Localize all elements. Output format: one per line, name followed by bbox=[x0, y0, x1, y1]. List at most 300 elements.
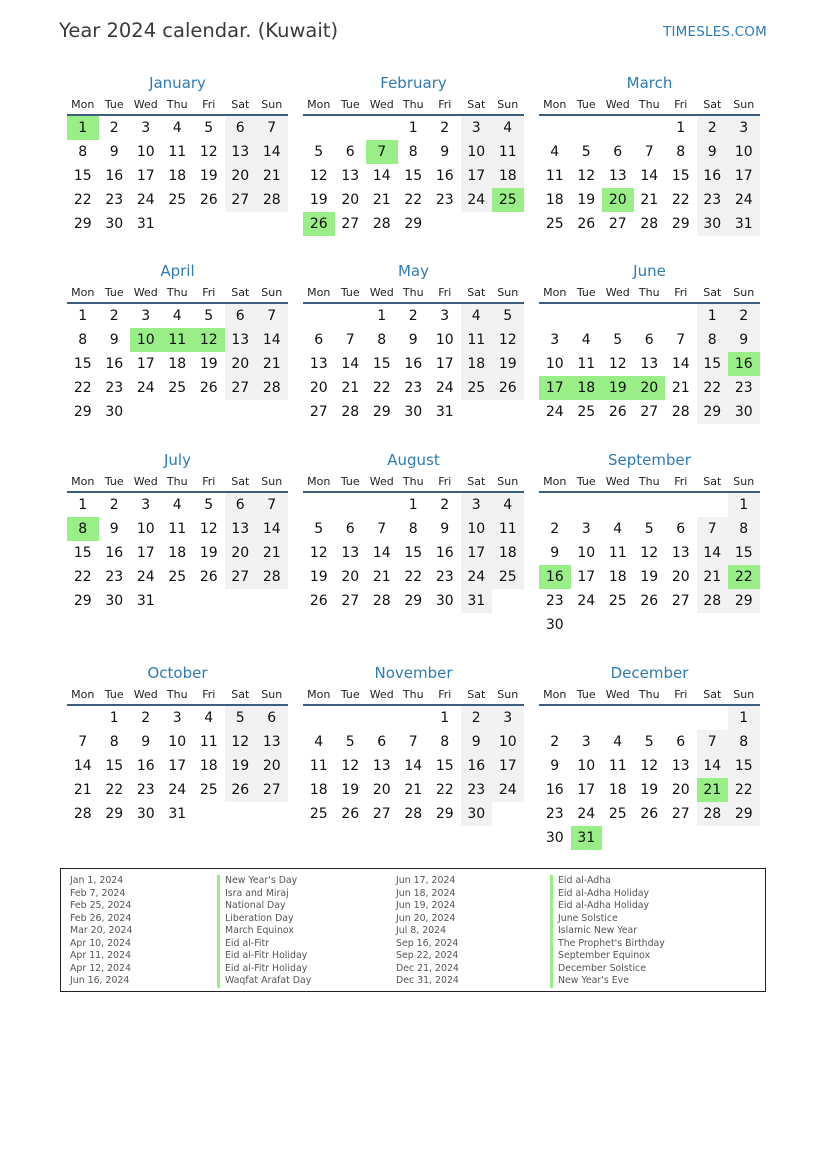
day-cell[interactable]: 22 bbox=[671, 192, 690, 208]
day-cell[interactable]: 10 bbox=[435, 332, 454, 348]
day-cell[interactable]: 28 bbox=[404, 806, 423, 822]
day-cell[interactable]: 13 bbox=[608, 168, 627, 184]
day-cell[interactable]: 25 bbox=[492, 565, 524, 589]
day-cell[interactable]: 17 bbox=[577, 569, 596, 585]
day-cell[interactable]: 25 bbox=[168, 569, 187, 585]
day-cell[interactable]: 7 bbox=[345, 332, 355, 348]
day-cell[interactable]: 4 bbox=[461, 304, 493, 328]
day-cell[interactable]: 24 bbox=[136, 380, 155, 396]
day-cell[interactable]: 30 bbox=[545, 617, 564, 633]
day-cell[interactable]: 28 bbox=[256, 376, 288, 400]
day-cell[interactable]: 13 bbox=[640, 356, 659, 372]
day-cell[interactable]: 17 bbox=[728, 164, 760, 188]
holiday-day-cell[interactable]: 31 bbox=[571, 826, 603, 850]
day-cell[interactable]: 22 bbox=[435, 782, 454, 798]
day-cell[interactable]: 17 bbox=[492, 754, 524, 778]
day-cell[interactable]: 12 bbox=[640, 758, 659, 774]
day-cell[interactable]: 19 bbox=[577, 192, 596, 208]
day-cell[interactable]: 24 bbox=[168, 782, 187, 798]
holiday-day-cell[interactable]: 12 bbox=[193, 328, 225, 352]
day-cell[interactable]: 18 bbox=[608, 569, 627, 585]
day-cell[interactable]: 26 bbox=[341, 806, 360, 822]
day-cell[interactable]: 27 bbox=[256, 778, 288, 802]
holiday-day-cell[interactable]: 20 bbox=[602, 188, 634, 212]
day-cell[interactable]: 2 bbox=[141, 710, 151, 726]
day-cell[interactable]: 29 bbox=[728, 589, 760, 613]
day-cell[interactable]: 13 bbox=[671, 545, 690, 561]
day-cell[interactable]: 3 bbox=[461, 116, 493, 140]
day-cell[interactable]: 16 bbox=[545, 782, 564, 798]
day-cell[interactable]: 5 bbox=[644, 521, 654, 537]
day-cell[interactable]: 9 bbox=[109, 332, 119, 348]
day-cell[interactable]: 22 bbox=[728, 778, 760, 802]
day-cell[interactable]: 8 bbox=[440, 734, 450, 750]
day-cell[interactable]: 19 bbox=[199, 168, 218, 184]
day-cell[interactable]: 19 bbox=[640, 569, 659, 585]
day-cell[interactable]: 13 bbox=[225, 517, 257, 541]
day-cell[interactable]: 29 bbox=[697, 400, 729, 424]
day-cell[interactable]: 9 bbox=[440, 144, 450, 160]
day-cell[interactable]: 3 bbox=[492, 706, 524, 730]
day-cell[interactable]: 1 bbox=[697, 304, 729, 328]
day-cell[interactable]: 12 bbox=[492, 328, 524, 352]
day-cell[interactable]: 4 bbox=[581, 332, 591, 348]
day-cell[interactable]: 22 bbox=[697, 376, 729, 400]
day-cell[interactable]: 26 bbox=[309, 593, 328, 609]
day-cell[interactable]: 21 bbox=[372, 569, 391, 585]
day-cell[interactable]: 1 bbox=[78, 497, 88, 513]
day-cell[interactable]: 1 bbox=[377, 308, 387, 324]
day-cell[interactable]: 20 bbox=[309, 380, 328, 396]
day-cell[interactable]: 4 bbox=[613, 521, 623, 537]
day-cell[interactable]: 19 bbox=[199, 356, 218, 372]
day-cell[interactable]: 23 bbox=[697, 188, 729, 212]
day-cell[interactable]: 9 bbox=[461, 730, 493, 754]
day-cell[interactable]: 23 bbox=[728, 376, 760, 400]
day-cell[interactable]: 17 bbox=[136, 168, 155, 184]
day-cell[interactable]: 24 bbox=[136, 192, 155, 208]
day-cell[interactable]: 16 bbox=[697, 164, 729, 188]
day-cell[interactable]: 29 bbox=[435, 806, 454, 822]
day-cell[interactable]: 9 bbox=[109, 521, 119, 537]
day-cell[interactable]: 27 bbox=[608, 216, 627, 232]
day-cell[interactable]: 21 bbox=[697, 565, 729, 589]
day-cell[interactable]: 14 bbox=[256, 140, 288, 164]
day-cell[interactable]: 11 bbox=[577, 356, 596, 372]
day-cell[interactable]: 15 bbox=[404, 168, 423, 184]
day-cell[interactable]: 22 bbox=[73, 380, 92, 396]
day-cell[interactable]: 9 bbox=[440, 521, 450, 537]
day-cell[interactable]: 14 bbox=[73, 758, 92, 774]
day-cell[interactable]: 21 bbox=[256, 541, 288, 565]
day-cell[interactable]: 24 bbox=[136, 569, 155, 585]
day-cell[interactable]: 5 bbox=[345, 734, 355, 750]
day-cell[interactable]: 20 bbox=[341, 569, 360, 585]
day-cell[interactable]: 9 bbox=[697, 140, 729, 164]
day-cell[interactable]: 27 bbox=[309, 404, 328, 420]
day-cell[interactable]: 29 bbox=[105, 806, 124, 822]
day-cell[interactable]: 19 bbox=[492, 352, 524, 376]
day-cell[interactable]: 28 bbox=[256, 188, 288, 212]
day-cell[interactable]: 6 bbox=[676, 521, 686, 537]
day-cell[interactable]: 5 bbox=[492, 304, 524, 328]
day-cell[interactable]: 26 bbox=[492, 376, 524, 400]
day-cell[interactable]: 21 bbox=[404, 782, 423, 798]
day-cell[interactable]: 3 bbox=[141, 120, 151, 136]
day-cell[interactable]: 30 bbox=[136, 806, 155, 822]
day-cell[interactable]: 21 bbox=[341, 380, 360, 396]
day-cell[interactable]: 8 bbox=[78, 144, 88, 160]
day-cell[interactable]: 7 bbox=[256, 493, 288, 517]
day-cell[interactable]: 1 bbox=[728, 493, 760, 517]
day-cell[interactable]: 29 bbox=[73, 593, 92, 609]
day-cell[interactable]: 11 bbox=[608, 545, 627, 561]
day-cell[interactable]: 15 bbox=[671, 168, 690, 184]
day-cell[interactable]: 16 bbox=[136, 758, 155, 774]
day-cell[interactable]: 18 bbox=[168, 545, 187, 561]
day-cell[interactable]: 6 bbox=[225, 116, 257, 140]
day-cell[interactable]: 12 bbox=[577, 168, 596, 184]
day-cell[interactable]: 16 bbox=[404, 356, 423, 372]
day-cell[interactable]: 30 bbox=[697, 212, 729, 236]
day-cell[interactable]: 28 bbox=[341, 404, 360, 420]
day-cell[interactable]: 8 bbox=[78, 332, 88, 348]
day-cell[interactable]: 12 bbox=[309, 545, 328, 561]
day-cell[interactable]: 27 bbox=[372, 806, 391, 822]
day-cell[interactable]: 2 bbox=[109, 497, 119, 513]
day-cell[interactable]: 20 bbox=[671, 782, 690, 798]
day-cell[interactable]: 23 bbox=[404, 380, 423, 396]
day-cell[interactable]: 18 bbox=[461, 352, 493, 376]
day-cell[interactable]: 28 bbox=[697, 802, 729, 826]
day-cell[interactable]: 17 bbox=[577, 782, 596, 798]
day-cell[interactable]: 4 bbox=[492, 116, 524, 140]
day-cell[interactable]: 15 bbox=[404, 545, 423, 561]
day-cell[interactable]: 7 bbox=[697, 517, 729, 541]
day-cell[interactable]: 27 bbox=[225, 188, 257, 212]
day-cell[interactable]: 10 bbox=[577, 545, 596, 561]
day-cell[interactable]: 31 bbox=[435, 404, 454, 420]
day-cell[interactable]: 1 bbox=[109, 710, 119, 726]
day-cell[interactable]: 21 bbox=[671, 380, 690, 396]
day-cell[interactable]: 8 bbox=[728, 517, 760, 541]
day-cell[interactable]: 6 bbox=[225, 493, 257, 517]
day-cell[interactable]: 14 bbox=[372, 168, 391, 184]
holiday-day-cell[interactable]: 10 bbox=[130, 328, 162, 352]
day-cell[interactable]: 12 bbox=[199, 144, 218, 160]
day-cell[interactable]: 6 bbox=[345, 144, 355, 160]
holiday-day-cell[interactable]: 18 bbox=[571, 376, 603, 400]
day-cell[interactable]: 24 bbox=[435, 380, 454, 396]
day-cell[interactable]: 1 bbox=[408, 120, 418, 136]
day-cell[interactable]: 14 bbox=[640, 168, 659, 184]
day-cell[interactable]: 28 bbox=[256, 565, 288, 589]
holiday-day-cell[interactable]: 16 bbox=[539, 565, 571, 589]
day-cell[interactable]: 11 bbox=[492, 517, 524, 541]
day-cell[interactable]: 8 bbox=[728, 730, 760, 754]
day-cell[interactable]: 23 bbox=[105, 569, 124, 585]
day-cell[interactable]: 29 bbox=[404, 216, 423, 232]
day-cell[interactable]: 28 bbox=[73, 806, 92, 822]
day-cell[interactable]: 27 bbox=[640, 404, 659, 420]
day-cell[interactable]: 30 bbox=[728, 400, 760, 424]
day-cell[interactable]: 5 bbox=[644, 734, 654, 750]
day-cell[interactable]: 3 bbox=[581, 734, 591, 750]
day-cell[interactable]: 2 bbox=[697, 116, 729, 140]
day-cell[interactable]: 12 bbox=[309, 168, 328, 184]
day-cell[interactable]: 25 bbox=[168, 192, 187, 208]
day-cell[interactable]: 5 bbox=[314, 521, 324, 537]
day-cell[interactable]: 3 bbox=[461, 493, 493, 517]
day-cell[interactable]: 10 bbox=[461, 517, 493, 541]
day-cell[interactable]: 13 bbox=[256, 730, 288, 754]
day-cell[interactable]: 25 bbox=[461, 376, 493, 400]
day-cell[interactable]: 23 bbox=[461, 778, 493, 802]
holiday-day-cell[interactable]: 20 bbox=[634, 376, 666, 400]
day-cell[interactable]: 13 bbox=[225, 328, 257, 352]
day-cell[interactable]: 13 bbox=[309, 356, 328, 372]
day-cell[interactable]: 28 bbox=[372, 216, 391, 232]
day-cell[interactable]: 27 bbox=[341, 593, 360, 609]
day-cell[interactable]: 23 bbox=[105, 380, 124, 396]
day-cell[interactable]: 20 bbox=[341, 192, 360, 208]
holiday-day-cell[interactable]: 17 bbox=[539, 376, 571, 400]
day-cell[interactable]: 21 bbox=[73, 782, 92, 798]
day-cell[interactable]: 10 bbox=[136, 521, 155, 537]
day-cell[interactable]: 22 bbox=[105, 782, 124, 798]
day-cell[interactable]: 12 bbox=[341, 758, 360, 774]
day-cell[interactable]: 10 bbox=[545, 356, 564, 372]
day-cell[interactable]: 29 bbox=[404, 593, 423, 609]
day-cell[interactable]: 30 bbox=[105, 593, 124, 609]
day-cell[interactable]: 5 bbox=[581, 144, 591, 160]
day-cell[interactable]: 10 bbox=[168, 734, 187, 750]
day-cell[interactable]: 25 bbox=[577, 404, 596, 420]
day-cell[interactable]: 31 bbox=[136, 593, 155, 609]
day-cell[interactable]: 24 bbox=[492, 778, 524, 802]
day-cell[interactable]: 10 bbox=[461, 140, 493, 164]
day-cell[interactable]: 11 bbox=[492, 140, 524, 164]
day-cell[interactable]: 14 bbox=[697, 754, 729, 778]
day-cell[interactable]: 13 bbox=[671, 758, 690, 774]
day-cell[interactable]: 6 bbox=[613, 144, 623, 160]
holiday-day-cell[interactable]: 21 bbox=[697, 778, 729, 802]
day-cell[interactable]: 13 bbox=[341, 168, 360, 184]
day-cell[interactable]: 25 bbox=[309, 806, 328, 822]
day-cell[interactable]: 25 bbox=[199, 782, 218, 798]
day-cell[interactable]: 3 bbox=[172, 710, 182, 726]
day-cell[interactable]: 15 bbox=[73, 545, 92, 561]
day-cell[interactable]: 2 bbox=[461, 706, 493, 730]
day-cell[interactable]: 30 bbox=[435, 593, 454, 609]
day-cell[interactable]: 25 bbox=[545, 216, 564, 232]
day-cell[interactable]: 31 bbox=[728, 212, 760, 236]
day-cell[interactable]: 3 bbox=[550, 332, 560, 348]
day-cell[interactable]: 7 bbox=[408, 734, 418, 750]
day-cell[interactable]: 22 bbox=[372, 380, 391, 396]
day-cell[interactable]: 29 bbox=[73, 404, 92, 420]
day-cell[interactable]: 3 bbox=[728, 116, 760, 140]
day-cell[interactable]: 5 bbox=[204, 120, 214, 136]
day-cell[interactable]: 18 bbox=[309, 782, 328, 798]
day-cell[interactable]: 26 bbox=[640, 593, 659, 609]
day-cell[interactable]: 23 bbox=[435, 192, 454, 208]
day-cell[interactable]: 18 bbox=[168, 356, 187, 372]
day-cell[interactable]: 29 bbox=[728, 802, 760, 826]
day-cell[interactable]: 4 bbox=[172, 308, 182, 324]
day-cell[interactable]: 10 bbox=[492, 730, 524, 754]
day-cell[interactable]: 12 bbox=[640, 545, 659, 561]
day-cell[interactable]: 2 bbox=[550, 734, 560, 750]
day-cell[interactable]: 18 bbox=[168, 168, 187, 184]
day-cell[interactable]: 5 bbox=[613, 332, 623, 348]
day-cell[interactable]: 10 bbox=[136, 144, 155, 160]
day-cell[interactable]: 15 bbox=[372, 356, 391, 372]
day-cell[interactable]: 5 bbox=[314, 144, 324, 160]
day-cell[interactable]: 12 bbox=[608, 356, 627, 372]
day-cell[interactable]: 3 bbox=[581, 521, 591, 537]
holiday-day-cell[interactable]: 8 bbox=[67, 517, 99, 541]
day-cell[interactable]: 16 bbox=[461, 754, 493, 778]
day-cell[interactable]: 7 bbox=[697, 730, 729, 754]
day-cell[interactable]: 16 bbox=[105, 356, 124, 372]
day-cell[interactable]: 26 bbox=[577, 216, 596, 232]
day-cell[interactable]: 11 bbox=[461, 328, 493, 352]
day-cell[interactable]: 30 bbox=[461, 802, 493, 826]
day-cell[interactable]: 26 bbox=[199, 380, 218, 396]
day-cell[interactable]: 20 bbox=[225, 352, 257, 376]
day-cell[interactable]: 6 bbox=[644, 332, 654, 348]
day-cell[interactable]: 27 bbox=[341, 216, 360, 232]
day-cell[interactable]: 26 bbox=[608, 404, 627, 420]
day-cell[interactable]: 28 bbox=[640, 216, 659, 232]
day-cell[interactable]: 14 bbox=[256, 328, 288, 352]
day-cell[interactable]: 10 bbox=[728, 140, 760, 164]
day-cell[interactable]: 24 bbox=[577, 593, 596, 609]
day-cell[interactable]: 12 bbox=[199, 521, 218, 537]
day-cell[interactable]: 15 bbox=[697, 352, 729, 376]
day-cell[interactable]: 23 bbox=[545, 806, 564, 822]
day-cell[interactable]: 14 bbox=[404, 758, 423, 774]
day-cell[interactable]: 26 bbox=[225, 778, 257, 802]
day-cell[interactable]: 30 bbox=[105, 404, 124, 420]
day-cell[interactable]: 16 bbox=[105, 168, 124, 184]
holiday-day-cell[interactable]: 26 bbox=[303, 212, 335, 236]
day-cell[interactable]: 8 bbox=[109, 734, 119, 750]
day-cell[interactable]: 19 bbox=[309, 192, 328, 208]
day-cell[interactable]: 7 bbox=[256, 304, 288, 328]
day-cell[interactable]: 8 bbox=[676, 144, 686, 160]
day-cell[interactable]: 14 bbox=[697, 541, 729, 565]
day-cell[interactable]: 20 bbox=[225, 541, 257, 565]
day-cell[interactable]: 15 bbox=[728, 541, 760, 565]
site-link[interactable]: TIMESLES.COM bbox=[663, 24, 767, 40]
day-cell[interactable]: 7 bbox=[676, 332, 686, 348]
day-cell[interactable]: 6 bbox=[256, 706, 288, 730]
day-cell[interactable]: 6 bbox=[225, 304, 257, 328]
day-cell[interactable]: 31 bbox=[168, 806, 187, 822]
day-cell[interactable]: 5 bbox=[204, 497, 214, 513]
day-cell[interactable]: 19 bbox=[341, 782, 360, 798]
day-cell[interactable]: 13 bbox=[372, 758, 391, 774]
day-cell[interactable]: 14 bbox=[341, 356, 360, 372]
day-cell[interactable]: 21 bbox=[256, 164, 288, 188]
day-cell[interactable]: 5 bbox=[225, 706, 257, 730]
day-cell[interactable]: 15 bbox=[728, 754, 760, 778]
day-cell[interactable]: 7 bbox=[644, 144, 654, 160]
day-cell[interactable]: 23 bbox=[545, 593, 564, 609]
day-cell[interactable]: 12 bbox=[225, 730, 257, 754]
day-cell[interactable]: 18 bbox=[545, 192, 564, 208]
day-cell[interactable]: 26 bbox=[199, 569, 218, 585]
day-cell[interactable]: 4 bbox=[613, 734, 623, 750]
day-cell[interactable]: 18 bbox=[492, 541, 524, 565]
day-cell[interactable]: 24 bbox=[461, 565, 493, 589]
day-cell[interactable]: 21 bbox=[640, 192, 659, 208]
day-cell[interactable]: 28 bbox=[697, 589, 729, 613]
day-cell[interactable]: 20 bbox=[256, 754, 288, 778]
day-cell[interactable]: 9 bbox=[550, 545, 560, 561]
day-cell[interactable]: 7 bbox=[377, 521, 387, 537]
day-cell[interactable]: 24 bbox=[545, 404, 564, 420]
holiday-day-cell[interactable]: 16 bbox=[728, 352, 760, 376]
day-cell[interactable]: 2 bbox=[408, 308, 418, 324]
day-cell[interactable]: 16 bbox=[435, 168, 454, 184]
day-cell[interactable]: 1 bbox=[728, 706, 760, 730]
day-cell[interactable]: 11 bbox=[545, 168, 564, 184]
day-cell[interactable]: 6 bbox=[676, 734, 686, 750]
day-cell[interactable]: 2 bbox=[109, 308, 119, 324]
day-cell[interactable]: 17 bbox=[168, 758, 187, 774]
day-cell[interactable]: 9 bbox=[728, 328, 760, 352]
day-cell[interactable]: 29 bbox=[671, 216, 690, 232]
day-cell[interactable]: 8 bbox=[697, 328, 729, 352]
day-cell[interactable]: 18 bbox=[608, 782, 627, 798]
day-cell[interactable]: 2 bbox=[109, 120, 119, 136]
day-cell[interactable]: 25 bbox=[608, 806, 627, 822]
day-cell[interactable]: 25 bbox=[608, 593, 627, 609]
day-cell[interactable]: 20 bbox=[372, 782, 391, 798]
day-cell[interactable]: 1 bbox=[408, 497, 418, 513]
day-cell[interactable]: 16 bbox=[435, 545, 454, 561]
day-cell[interactable]: 18 bbox=[492, 164, 524, 188]
day-cell[interactable]: 11 bbox=[199, 734, 218, 750]
day-cell[interactable]: 2 bbox=[728, 304, 760, 328]
day-cell[interactable]: 27 bbox=[225, 376, 257, 400]
day-cell[interactable]: 26 bbox=[640, 806, 659, 822]
day-cell[interactable]: 1 bbox=[676, 120, 686, 136]
day-cell[interactable]: 27 bbox=[225, 565, 257, 589]
day-cell[interactable]: 30 bbox=[105, 216, 124, 232]
day-cell[interactable]: 3 bbox=[141, 308, 151, 324]
day-cell[interactable]: 29 bbox=[372, 404, 391, 420]
day-cell[interactable]: 1 bbox=[78, 308, 88, 324]
day-cell[interactable]: 7 bbox=[78, 734, 88, 750]
day-cell[interactable]: 9 bbox=[550, 758, 560, 774]
day-cell[interactable]: 19 bbox=[199, 545, 218, 561]
day-cell[interactable]: 21 bbox=[372, 192, 391, 208]
day-cell[interactable]: 18 bbox=[199, 758, 218, 774]
day-cell[interactable]: 9 bbox=[109, 144, 119, 160]
day-cell[interactable]: 29 bbox=[73, 216, 92, 232]
day-cell[interactable]: 22 bbox=[404, 569, 423, 585]
day-cell[interactable]: 22 bbox=[73, 569, 92, 585]
day-cell[interactable]: 24 bbox=[728, 188, 760, 212]
day-cell[interactable]: 30 bbox=[545, 830, 564, 846]
day-cell[interactable]: 17 bbox=[136, 356, 155, 372]
day-cell[interactable]: 14 bbox=[671, 356, 690, 372]
day-cell[interactable]: 15 bbox=[435, 758, 454, 774]
